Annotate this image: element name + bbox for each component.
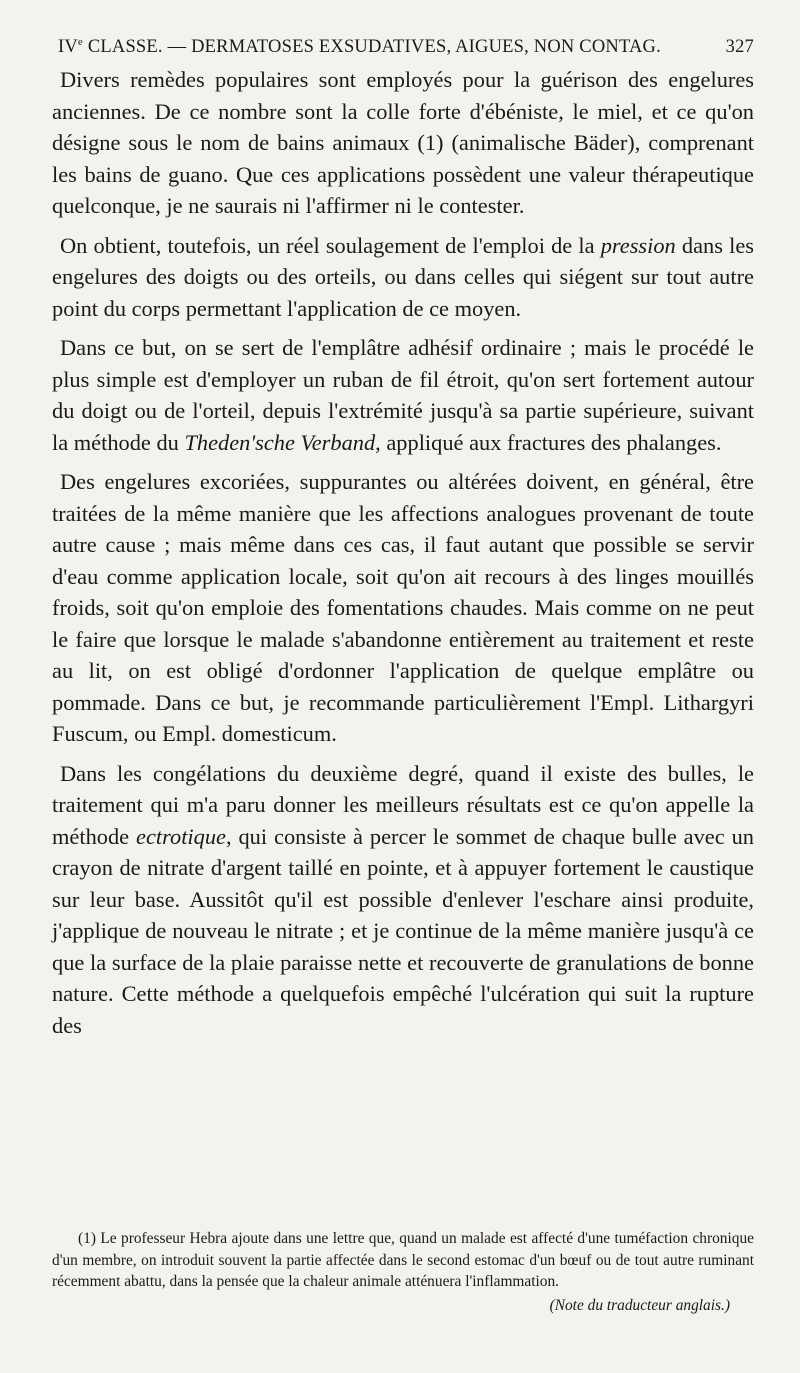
paragraph-text: , qui consiste à percer le sommet de chaque bulle avec un crayon de nitrate d'argent taillé en pointe, et à appuyer fortement le caustique sur leur base. Aussitôt qu'il est possible d'enlever l'eschare ainsi produite, j'applique de nouveau le nitrate ; et je continue de la même manière jusqu'à ce que la surface de la plaie paraisse nette et recouverte de granulations de bonne nature. Cette méthode a quelquefois empêché l'ulcération qui suit la rupture des — [52, 823, 754, 1038]
paragraph-text: On obtient, toutefois, un réel soulagement de l'emploi de la — [60, 232, 601, 258]
paragraph-adhesive-plaster — [52, 332, 754, 458]
paragraph-text: Dans ce but, on se sert de l'emplâtre adhésif ordinaire ; mais le procédé le plus simple est d'employer un ruban de fil étroit, qu'on sert fortement autour du doigt ou de l'orteil, depuis l'extrémité jusqu'à sa partie supérieure, suivant la méthode du — [52, 335, 754, 455]
footnote — [52, 1228, 754, 1319]
paragraph-pressure — [52, 230, 754, 325]
class-numeral-suffix: e — [77, 35, 84, 48]
paragraph-text: , appliqué aux fractures des phalanges. — [375, 429, 722, 455]
body-text — [52, 64, 754, 1041]
running-head — [52, 30, 754, 64]
running-head-title — [58, 30, 661, 64]
paragraph-excoriated-chilblains: Des engelures excoriées, suppurantes ou altérées doivent, en général, être traitées de la même manière que les affections analogues provenant de toute autre cause ; mais même dans ces cas, il faut autant que possible se servir d'eau comme application locale, soit qu'on ait recours à des linges mouillés froids, soit qu'on emploie des fomentations chaudes. Mais comme on ne peut le faire que lorsque le malade s'abandonne entièrement au traitement et reste au lit, on est obligé d'ordonner l'application de quelque emplâtre ou pommade. Dans ce but, je recommande particulièrement l'Empl. Lithargyri Fuscum, ou Empl. domesticum. — [52, 469, 754, 746]
class-numeral: IV — [58, 37, 78, 57]
book-page — [52, 30, 754, 1350]
footnote-text: (1) Le professeur Hebra ajoute dans une lettre que, quand un malade est affecté d'une tuméfaction chronique d'un membre, on introduit souvent la partie affectée dans le second estomac d'un bœuf ou de tout autre ruminant récemment abattu, dans la pensée que la chaleur animale atténuera l'inflammation. — [52, 1230, 754, 1290]
paragraph-text: dans les engelures des doigts ou des orteils, ou dans celles qui siégent sur tout autre point du corps permettant l'application de ce moyen. — [52, 232, 754, 321]
emphasis-ectrotique: ectrotique — [136, 823, 226, 849]
footnote-attribution: (Note du traducteur anglais.) — [549, 1296, 730, 1314]
chapter-title: CLASSE. — DERMATOSES EXSUDATIVES, AIGUES, NON CONTAG. — [83, 37, 661, 57]
paragraph-text: Dans les congélations du deuxième degré, quand il existe des bulles, le traitement qui m'a paru donner les meilleurs résultats est ce qu'on appelle la méthode — [52, 760, 754, 849]
paragraph-folk-remedies: Divers remèdes populaires sont employés pour la guérison des engelures anciennes. De ce nombre sont la colle forte d'ébéniste, le miel, et ce qu'on désigne sous le nom de bains animaux (1) (animalische Bäder), comprenant les bains de guano. Que ces applications possèdent une valeur thérapeutique quelconque, je ne saurais ni l'affirmer ni le contester. — [52, 67, 754, 218]
emphasis-theden-verband: Theden'sche Verband — [184, 429, 376, 455]
paragraph-second-degree — [52, 758, 754, 1042]
emphasis-pression: pression — [600, 232, 676, 258]
page-number: 327 — [725, 37, 754, 57]
